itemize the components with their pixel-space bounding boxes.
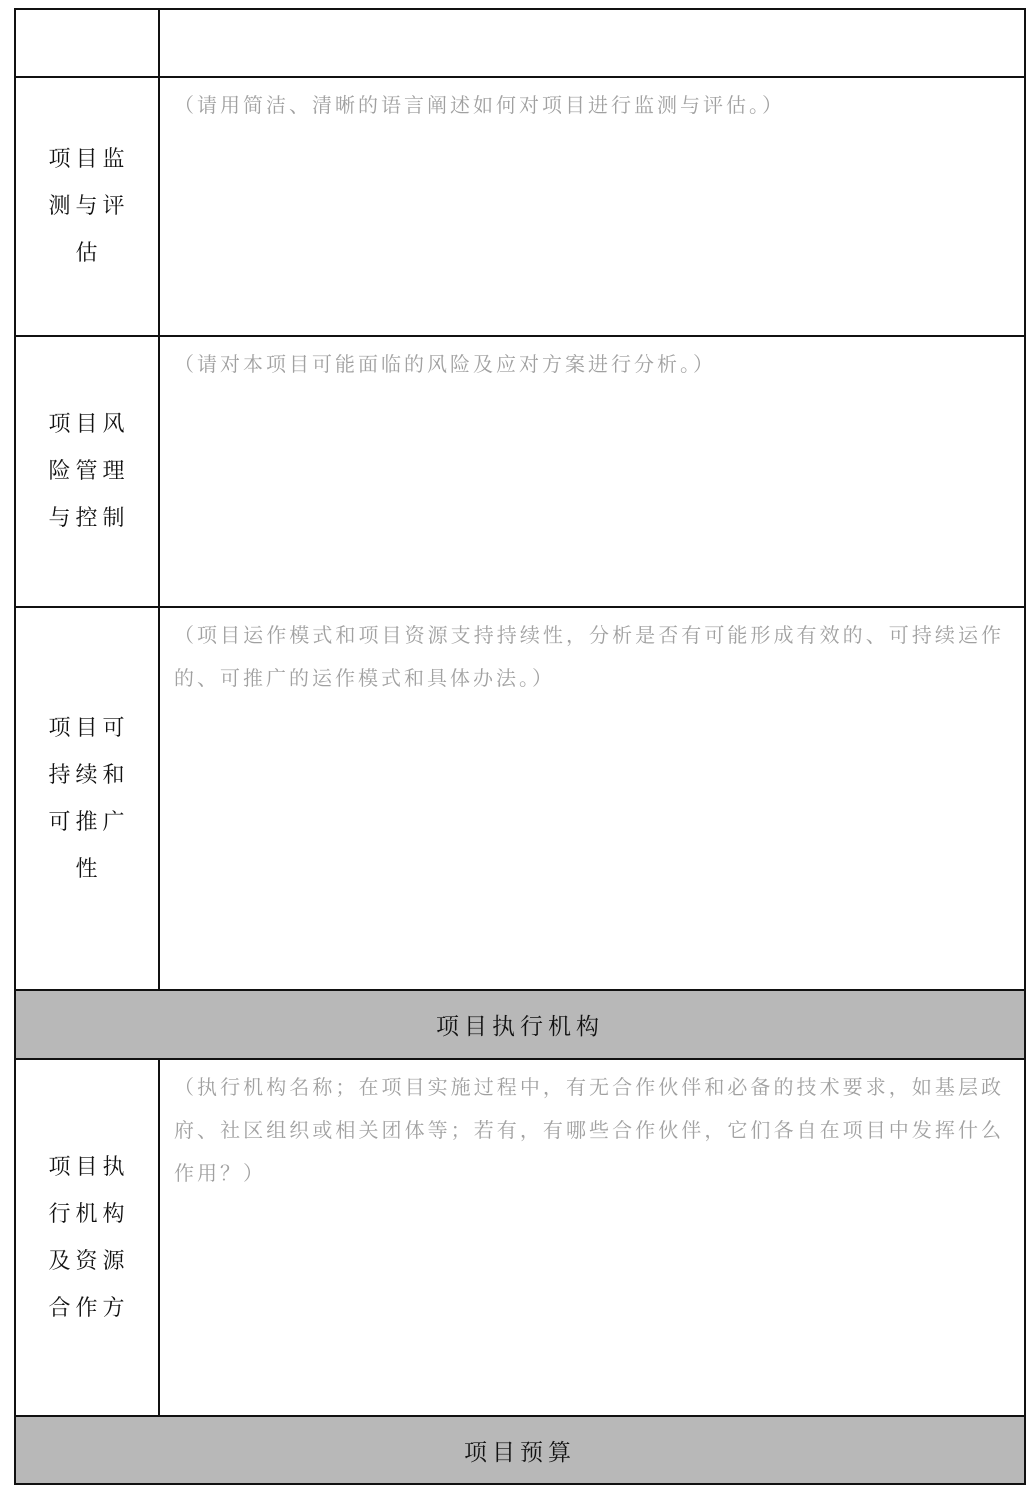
application-form-table: [14, 8, 1026, 1485]
sustainability-label-text: 项目可持续和可推广性: [48, 715, 130, 882]
sustainability-hint[interactable]: （项目运作模式和项目资源支持持续性，分析是否有可能形成有效的、可持续运作的、可推广的运作模式和具体办法。）: [159, 607, 1025, 990]
monitoring-label: [15, 77, 159, 336]
row-label-empty: [15, 9, 159, 77]
risk-label: [15, 336, 159, 607]
form-row-monitoring: [15, 77, 1025, 336]
row-content-empty[interactable]: [159, 9, 1025, 77]
form-row-risk: [15, 336, 1025, 607]
risk-label-text: 项目风险管理与控制: [48, 412, 130, 531]
form-row-execution: [15, 1059, 1025, 1416]
execution-hint[interactable]: （执行机构名称；在项目实施过程中，有无合作伙伴和必备的技术要求，如基层政府、社区组织或相关团体等；若有，有哪些合作伙伴，它们各自在项目中发挥什么作用？）: [159, 1059, 1025, 1416]
section-header-budget: 项目预算: [15, 1416, 1025, 1484]
risk-hint[interactable]: （请对本项目可能面临的风险及应对方案进行分析。）: [159, 336, 1025, 607]
section-row-budget: [15, 1416, 1025, 1484]
form-row-top: [15, 9, 1025, 77]
sustainability-label: [15, 607, 159, 990]
monitoring-label-text: 项目监测与评估: [48, 147, 130, 266]
form-row-sustainability: [15, 607, 1025, 990]
execution-label-text: 项目执行机构及资源合作方: [48, 1154, 130, 1321]
section-header-execution: 项目执行机构: [15, 990, 1025, 1059]
execution-label: [15, 1059, 159, 1416]
monitoring-hint[interactable]: （请用简洁、清晰的语言阐述如何对项目进行监测与评估。）: [159, 77, 1025, 336]
section-row-execution: [15, 990, 1025, 1059]
